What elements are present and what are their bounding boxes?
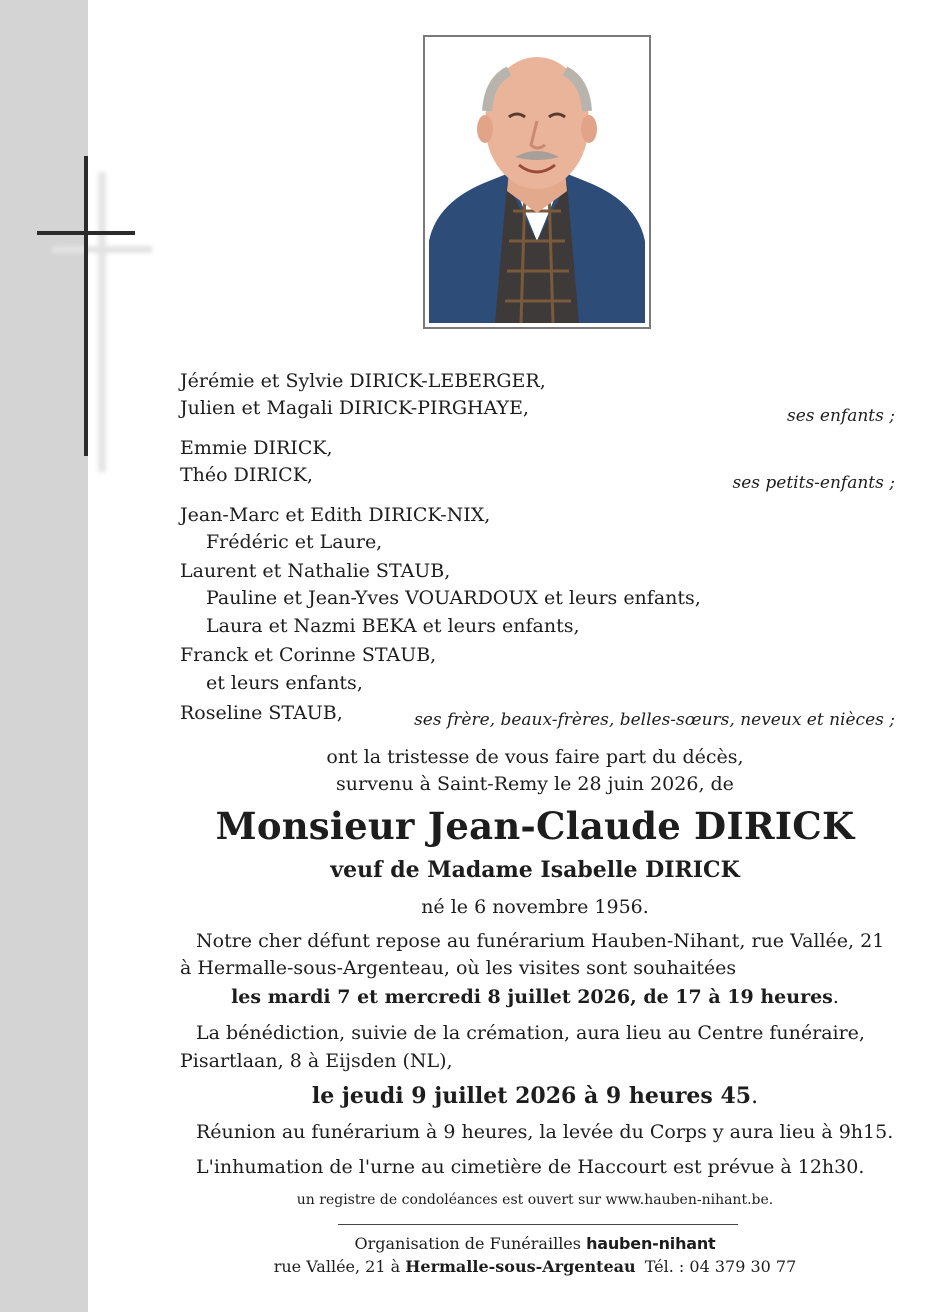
cross-icon [0, 0, 160, 480]
sibling-line-4: Pauline et Jean-Yves VOUARDOUX et leurs enfants, [206, 587, 701, 609]
footer-phone: Tél. : 04 379 30 77 [644, 1257, 797, 1276]
burial-line: L'inhumation de l'urne au cimetière de Haccourt est prévue à 12h30. [196, 1156, 865, 1178]
visits-when-text: les mardi 7 et mercredi 8 juillet 2026, de 17 à 19 heures [231, 986, 833, 1008]
visits-when [115, 986, 925, 1008]
portrait-photo [423, 35, 651, 329]
ceremony-when [115, 1083, 925, 1110]
footer-address-prefix: rue Vallée, 21 à [273, 1257, 401, 1276]
visits-line-1: Notre cher défunt repose au funérarium Hauben-Nihant, rue Vallée, 21 [196, 930, 885, 952]
brand-logo: hauben-nihant [586, 1234, 716, 1253]
siblings-role: ses frère, beaux-frères, belles-sœurs, neveux et nièces ; [414, 710, 895, 730]
birth-date: né le 6 novembre 1956. [421, 896, 649, 918]
sibling-line-1: Jean-Marc et Edith DIRICK-NIX, [180, 504, 491, 526]
registry-line: un registre de condoléances est ouvert sur www.hauben-nihant.be. [296, 1192, 774, 1208]
child-line-1: Jérémie et Sylvie DIRICK-LEBERGER, [180, 370, 546, 392]
sibling-line-8: Roseline STAUB, [180, 702, 343, 724]
footer-divider [338, 1224, 738, 1225]
footer-organisation-text: Organisation de Funérailles [354, 1234, 581, 1253]
sibling-line-2: Frédéric et Laure, [206, 531, 383, 553]
footer-address [115, 1257, 925, 1277]
grandchild-line-2: Théo DIRICK, [180, 464, 313, 486]
announcement-line-1: ont la tristesse de vous faire part du décès, [326, 746, 744, 768]
ceremony-line-1: La bénédiction, suivie de la crémation, aura lieu au Centre funéraire, [196, 1022, 865, 1044]
grandchild-line-1: Emmie DIRICK, [180, 437, 333, 459]
sibling-line-7: et leurs enfants, [206, 672, 363, 694]
ceremony-when-text: le jeudi 9 juillet 2026 à 9 heures 45 [311, 1083, 752, 1109]
deceased-name: Monsieur Jean-Claude DIRICK [215, 804, 855, 848]
sibling-line-5: Laura et Nazmi BEKA et leurs enfants, [206, 615, 580, 637]
sibling-line-6: Franck et Corinne STAUB, [180, 644, 437, 666]
grandchildren-role: ses petits-enfants ; [732, 473, 895, 493]
ceremony-when-end: . [751, 1084, 759, 1109]
children-role: ses enfants ; [787, 406, 895, 426]
meeting-line: Réunion au funérarium à 9 heures, la levée du Corps y aura lieu à 9h15. [196, 1121, 894, 1143]
sibling-line-3: Laurent et Nathalie STAUB, [180, 560, 451, 582]
visits-when-end: . [832, 986, 839, 1008]
footer-organisation [115, 1234, 925, 1254]
footer-town: Hermalle-sous-Argenteau [405, 1257, 636, 1276]
announcement-line-2: survenu à Saint-Remy le 28 juin 2026, de [336, 773, 734, 795]
ceremony-line-2: Pisartlaan, 8 à Eijsden (NL), [180, 1050, 453, 1072]
child-line-2: Julien et Magali DIRICK-PIRGHAYE, [180, 397, 529, 419]
portrait-image [429, 41, 645, 323]
visits-line-2: à Hermalle-sous-Argenteau, où les visites sont souhaitées [180, 957, 737, 979]
widow-of: veuf de Madame Isabelle DIRICK [330, 857, 740, 883]
